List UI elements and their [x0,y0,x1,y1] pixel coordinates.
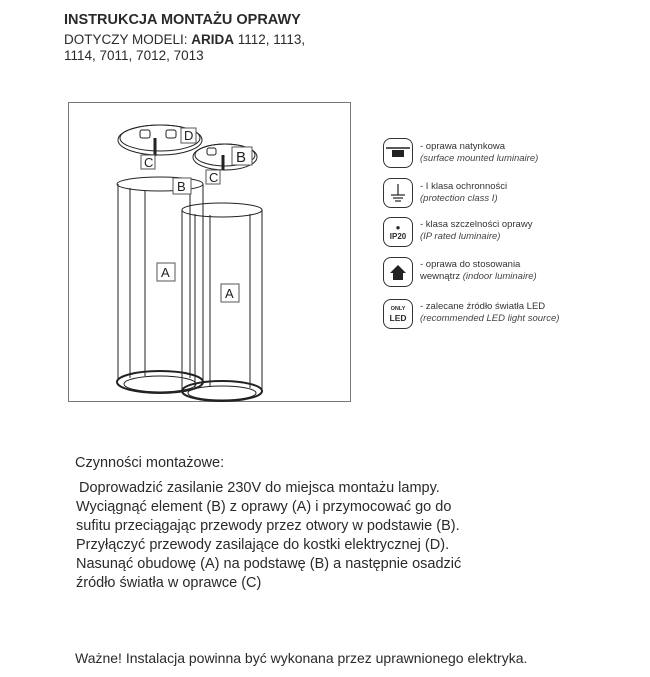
legend-text-pl: - klasa szczelności oprawy [420,219,533,230]
legend-item-ip [420,219,532,243]
water-drop-icon: ● [395,222,401,232]
label-a2: A [225,286,234,301]
instruction-step: sufitu przeciągając przewody przez otwory w podstawie (B). [76,518,460,534]
label-a1: A [161,265,170,280]
label-b2: B [236,149,247,166]
legend-item-protection [420,181,507,205]
legend-text-en: (protection class I) [420,193,498,204]
safety-warning: Ważne! Instalacja powinna być wykonana przez uprawnionego elektryka. [75,650,528,666]
legend-text-pl: - I klasa ochronności [420,181,508,192]
label-d: D [184,128,194,143]
brand-name: ARIDA [191,32,235,47]
surface-mounted-icon [383,138,413,168]
label-b1: B [177,179,186,194]
legend-text-en: (indoor luminaire) [462,271,537,282]
legend-text-en: (recommended LED light source) [420,313,560,324]
instructions-heading: Czynności montażowe: [75,455,225,471]
document-title: INSTRUKCJA MONTAŻU OPRAWY [64,12,301,28]
models-list-1: 1112, 1113, [234,32,306,47]
label-c1: C [144,155,154,170]
legend-text-pl: - oprawa do stosowania [420,259,521,270]
legend-item-led [420,301,559,325]
legend-text-en: (IP rated luminaire) [420,231,501,242]
models-prefix: DOTYCZY MODELI: [64,32,192,47]
instruction-step: źródło światła w oprawce (C) [76,575,262,591]
led-text: LED [389,313,407,323]
legend-text-pl2: wewnątrz [420,271,463,282]
only-text: ONLY [390,306,406,312]
indoor-house-icon [383,257,413,287]
legend-item-surface [420,141,538,165]
luminaire-body-1 [117,177,203,393]
ip20-icon [383,217,413,247]
legend-item-indoor [420,259,537,283]
instruction-step: Doprowadzić zasilanie 230V do miejsca montażu lampy. [79,480,440,496]
ground-protection-icon [383,178,413,208]
legend-text-pl: - zalecane źródło światła LED [420,301,546,312]
legend-text-en: (surface mounted luminaire) [420,153,539,164]
ip20-text: IP20 [389,231,407,241]
label-c2: C [209,170,219,185]
models-line-2: 1114, 7011, 7012, 7013 [64,48,204,63]
instruction-step: Nasunąć obudowę (A) na podstawę (B) a następnie osadzić [76,556,462,572]
instruction-step: Wyciągnąć element (B) z oprawy (A) i przymocować go do [76,499,452,515]
instruction-step: Przyłączyć przewody zasilające do kostki elektrycznej (D). [76,537,450,553]
legend-text-pl: - oprawa natynkowa [420,141,506,152]
only-led-icon [383,299,413,329]
